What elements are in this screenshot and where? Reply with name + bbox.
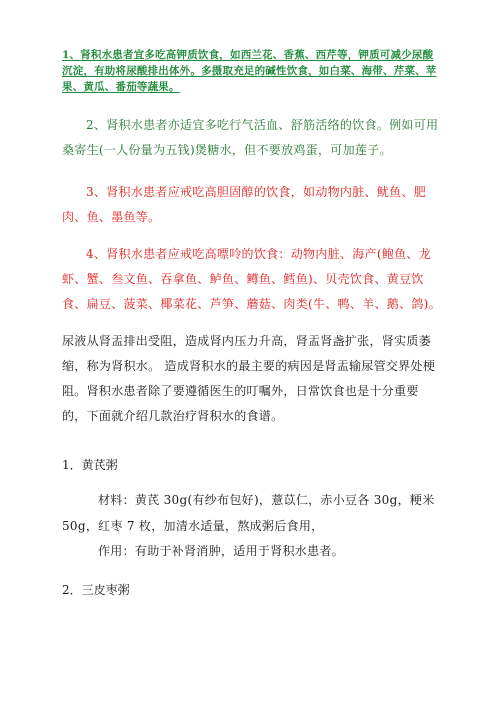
- recipe-2-title: 2．三皮枣粥: [62, 583, 130, 597]
- diet-tip-avoid-purine: 4、肾积水患者应戒吃高嘌呤的饮食：动物内脏、海产(鲍鱼、龙虾、蟹、叁文鱼、吞拿鱼、鲈鱼、鳟鱼、鳕鱼)、贝壳饮食、黄豆饮食、扁豆、菠菜、椰菜花、芦笋、蘑菇、肉类(牛、鸭、羊、鹅、鸽)。: [62, 247, 441, 311]
- diet-tip-high-potassium: 1、肾积水患者宜多吃高钾质饮食，如西兰花、香蕉、西芹等，钾质可减少尿酸沉淀，有助将尿酸排出体外。多摄取充足的碱性饮食，如白菜、海带、芹菜、苹果、黄瓜、番茄等蔬果。: [62, 49, 437, 93]
- intro-paragraph: 尿液从肾盂排出受阻，造成肾内压力升高，肾盂肾盏扩张，肾实质萎缩，称为肾积水。 造成肾积水的最主要的病因是肾盂输尿管交界处梗阻。肾积水患者除了要遵循医生的叮嘱外，日常饮食也是十分重要的，下面就介绍几款治疗肾积水的食谱。: [62, 334, 436, 423]
- diet-tip-blood-circulation: 2、肾积水患者亦适宜多吃行气活血、舒筋活络的饮食。例如可用桑寄生(一人份量为五钱)煲糖水，但不要放鸡蛋，可加莲子。: [62, 118, 439, 157]
- recipe-1-effect: 作用：有助于补肾消肿，适用于肾积水患者。: [98, 544, 345, 558]
- diet-tip-avoid-cholesterol: 3、肾积水患者应戒吃高胆固醇的饮食，如动物内脏、鱿鱼、肥肉、鱼、墨鱼等。: [62, 185, 427, 224]
- recipe-1-title: 1．黄芪粥: [62, 458, 118, 472]
- recipe-1-materials: 材料：黄芪 30g(有纱布包好)，薏苡仁，赤小豆各 30g，粳米 50g，红枣 7 枚，加清水适量，熬成粥后食用，: [62, 493, 435, 533]
